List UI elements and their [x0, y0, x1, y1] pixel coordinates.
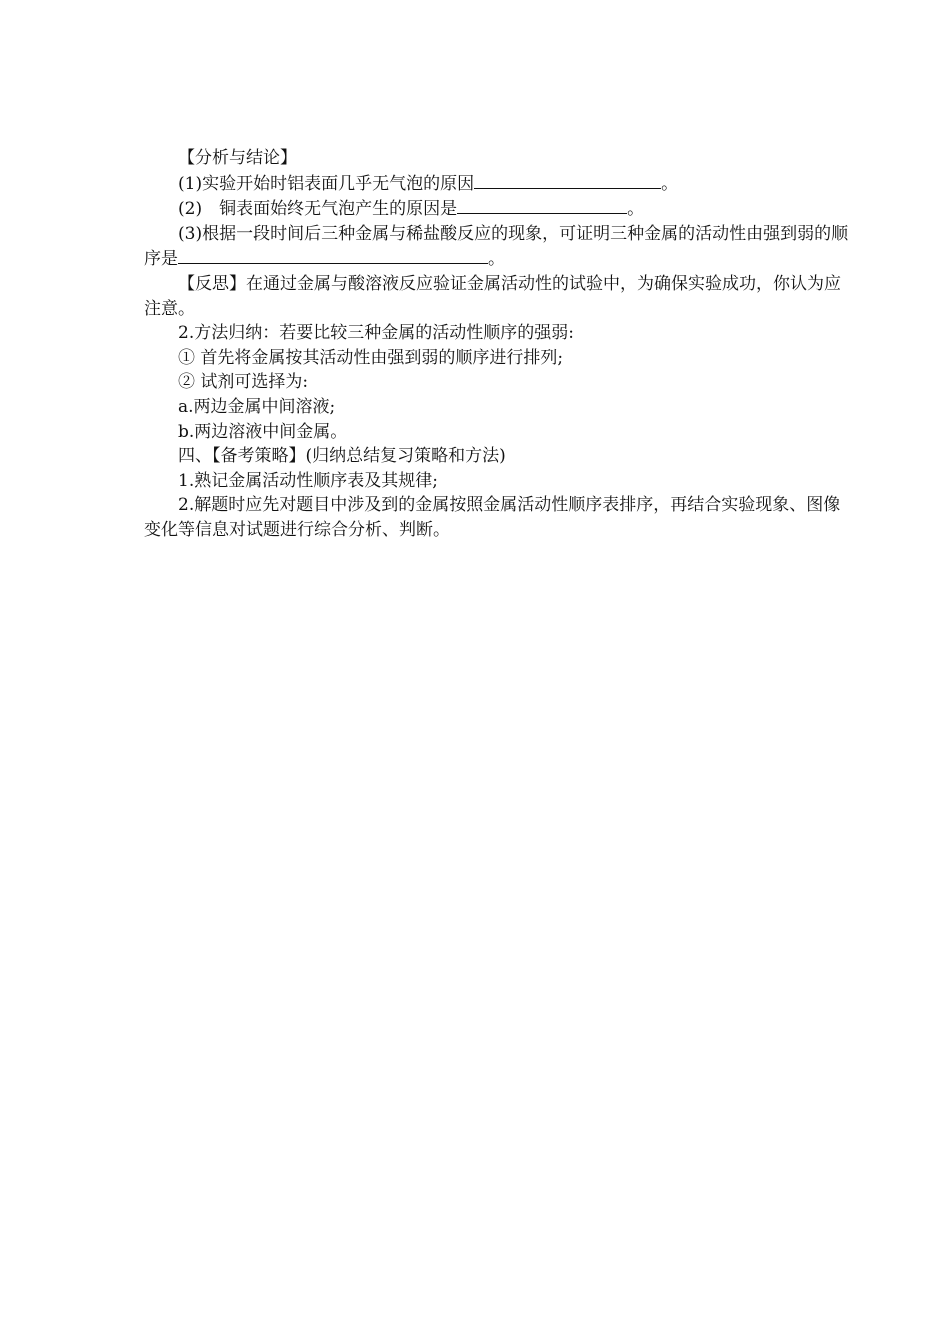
reflection-paragraph: 【反思】在通过金属与酸溶液反应验证金属活动性的试验中，为确保实验成功，你认为应注意。 — [144, 273, 841, 319]
method-option-a: a.两边金属中间溶液; — [178, 396, 336, 417]
answer-blank-2[interactable] — [457, 196, 627, 214]
answer-blank-3[interactable] — [178, 246, 488, 264]
question-2-text: (2) 铜表面始终无气泡产生的原因是 — [178, 199, 458, 220]
analysis-heading: 【分析与结论】 — [178, 148, 297, 168]
question-3 — [144, 222, 856, 272]
question-1 — [144, 171, 856, 197]
question-2-end: 。 — [627, 199, 645, 220]
strategy-heading: 四、【备考策略】(归纳总结复习策略和方法) — [178, 446, 506, 467]
method-step-2: ② 试剂可选择为: — [178, 372, 309, 393]
question-1-end: 。 — [661, 173, 679, 194]
question-3-end: 。 — [488, 249, 505, 270]
method-title: 2.方法归纳：若要比较三种金属的活动性顺序的强弱: — [178, 323, 574, 344]
question-1-text: (1)实验开始时铝表面几乎无气泡的原因 — [178, 173, 475, 194]
strategy-item-2: 2.解题时应先对题目中涉及到的金属按照金属活动性顺序表排序，再结合实验现象、图像变化等信息对试题进行综合分析、判断。 — [144, 495, 841, 540]
method-step-1: ① 首先将金属按其活动性由强到弱的顺序进行排列; — [178, 347, 564, 368]
method-option-b: b.两边溶液中间金属。 — [178, 421, 348, 442]
strategy-item-1: 1.熟记金属活动性顺序表及其规律; — [178, 470, 438, 491]
question-3-text: (3)根据一段时间后三种金属与稀盐酸反应的现象，可证明三种金属的活动性由强到弱的顺序是 — [144, 223, 849, 270]
document-page — [144, 146, 856, 543]
answer-blank-1[interactable] — [474, 171, 661, 189]
question-2 — [144, 196, 856, 222]
